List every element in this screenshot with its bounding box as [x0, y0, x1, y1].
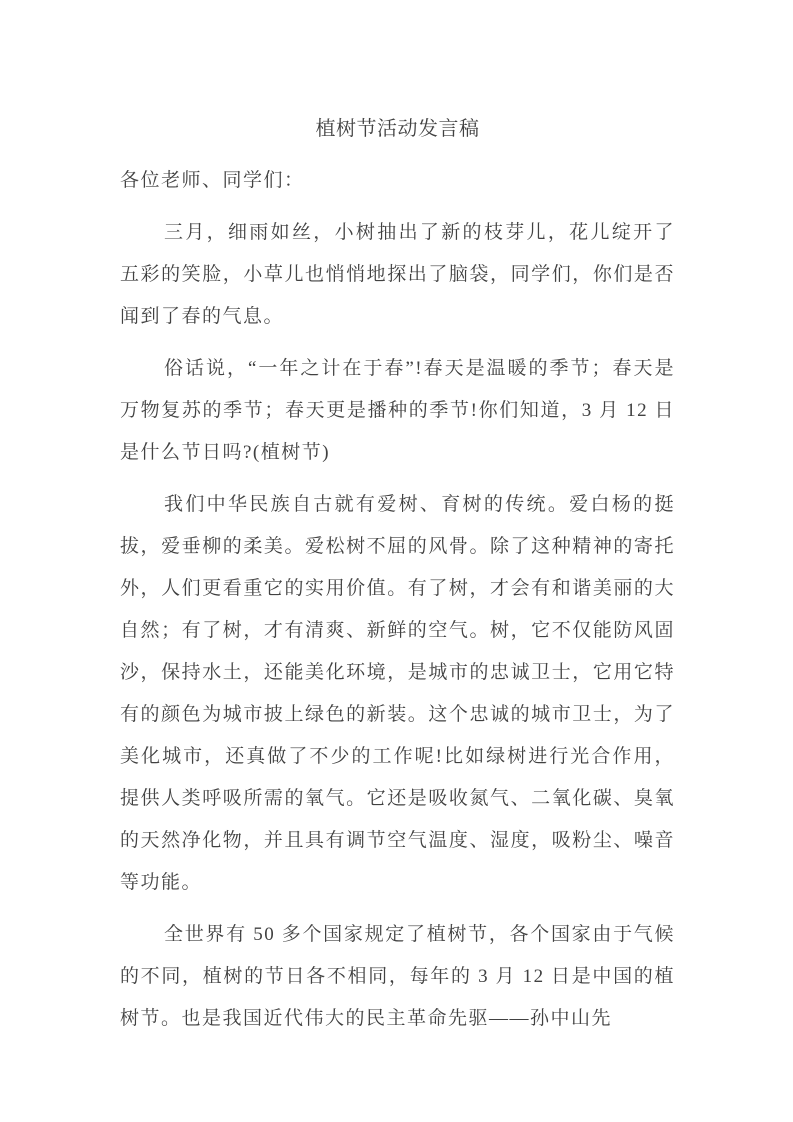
paragraph: 全世界有 50 多个国家规定了植树节，各个国家由于气候的不同，植树的节日各不相同，每年的 3 月 12 日是中国的植树节。也是我国近代伟大的民主革命先驱——孙中山先 — [120, 924, 675, 1029]
document-content — [120, 108, 675, 1050]
document-title: 植树节活动发言稿 — [315, 118, 480, 140]
paragraph: 我们中华民族自古就有爱树、育树的传统。爱白杨的挺拔，爱垂柳的柔美。爱松树不屈的风骨。除了这种精神的寄托外，人们更看重它的实用价值。有了树，才会有和谐美丽的大自然；有了树，才有清爽、新鲜的空气。树，它不仅能防风固沙，保持水土，还能美化环境，是城市的忠诚卫士，它用它特有的颜色为城市披上绿色的新装。这个忠诚的城市卫士，为了美化城市，还真做了不少的工作呢!比如绿树进行光合作用，提供人类呼吸所需的氧气。它还是吸收氮气、二氧化碳、臭氧的天然净化物，并且具有调节空气温度、湿度，吸粉尘、噪音等功能。 — [120, 494, 675, 893]
paragraph: 三月，细雨如丝，小树抽出了新的枝芽儿，花儿绽开了五彩的笑脸，小草儿也悄悄地探出了脑袋，同学们，你们是否闻到了春的气息。 — [120, 222, 675, 327]
greeting-line: 各位老师、同学们： — [120, 170, 305, 191]
paragraph-list — [120, 212, 675, 1040]
paragraph: 俗话说，“一年之计在于春”!春天是温暖的季节；春天是万物复苏的季节；春天更是播种的季节!你们知道，3 月 12 日是什么节日吗?(植树节) — [120, 358, 675, 463]
